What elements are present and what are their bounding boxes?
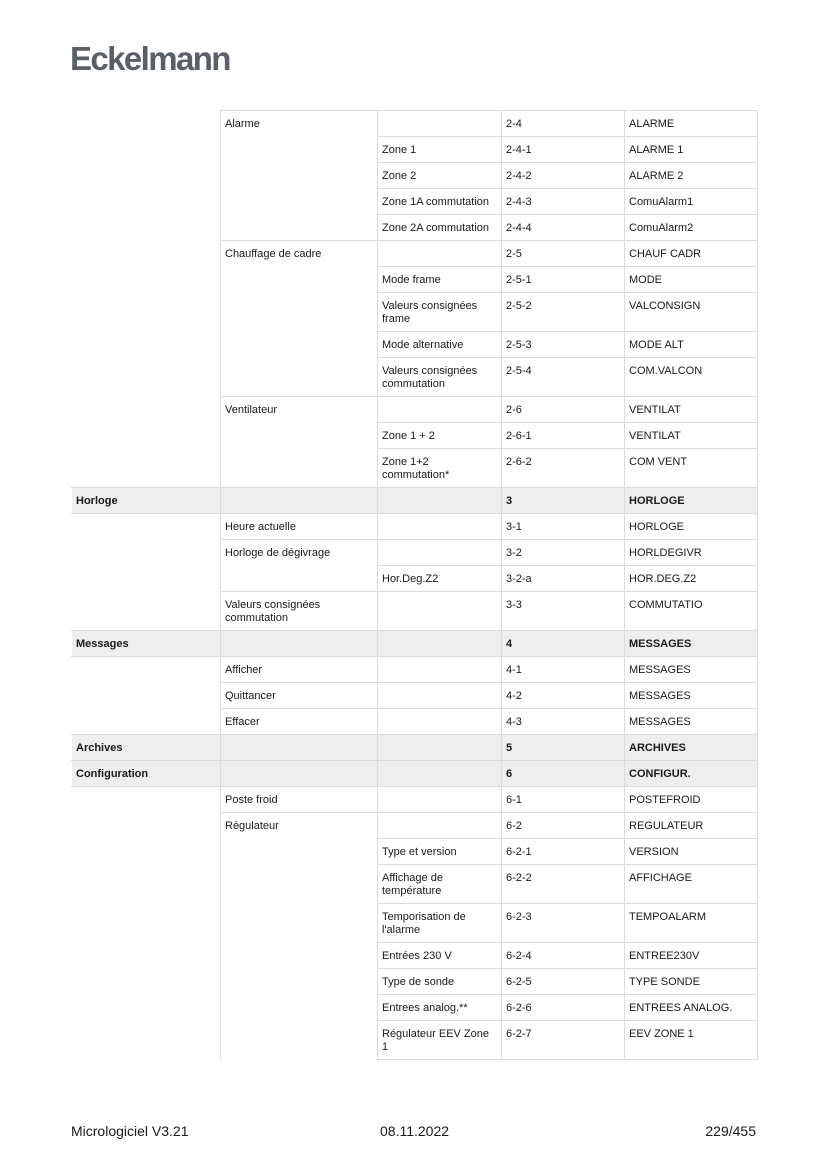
- table-cell: 2-5: [502, 241, 625, 267]
- table-cell: [378, 514, 502, 540]
- table-cell: 2-4-2: [502, 163, 625, 189]
- table-cell: 3-2-a: [502, 566, 625, 592]
- table-cell: [221, 267, 378, 293]
- table-cell: COM.VALCON: [625, 358, 758, 397]
- table-cell: [72, 683, 221, 709]
- table-cell: [221, 969, 378, 995]
- table-cell: [72, 449, 221, 488]
- table-cell: [221, 761, 378, 787]
- table-cell: Régulateur: [221, 813, 378, 839]
- table-cell: 4-3: [502, 709, 625, 735]
- table-cell: Mode alternative: [378, 332, 502, 358]
- table-cell: 4: [502, 631, 625, 657]
- table-cell: ENTREE230V: [625, 943, 758, 969]
- table-cell: [378, 787, 502, 813]
- table-cell: 6-1: [502, 787, 625, 813]
- table-row: [72, 111, 758, 137]
- table-cell: [378, 657, 502, 683]
- table-row: [72, 293, 758, 332]
- table-cell: ARCHIVES: [625, 735, 758, 761]
- table-cell: ComuAlarm2: [625, 215, 758, 241]
- table-row: [72, 995, 758, 1021]
- table-cell: 2-6: [502, 397, 625, 423]
- table-row: [72, 137, 758, 163]
- table-cell: [221, 293, 378, 332]
- section-row-configuration: [72, 761, 758, 787]
- table-cell: MESSAGES: [625, 683, 758, 709]
- table-cell: [221, 137, 378, 163]
- table-cell: 2-5-2: [502, 293, 625, 332]
- table-cell: MESSAGES: [625, 709, 758, 735]
- table-cell: Zone 1 + 2: [378, 423, 502, 449]
- table-cell: [378, 683, 502, 709]
- table-cell: Quittancer: [221, 683, 378, 709]
- table-cell: [72, 241, 221, 267]
- table-row: [72, 787, 758, 813]
- table-cell: Zone 2A commutation: [378, 215, 502, 241]
- table-cell: [378, 709, 502, 735]
- table-cell: EEV ZONE 1: [625, 1021, 758, 1060]
- section-row-archives: [72, 735, 758, 761]
- table-row: [72, 423, 758, 449]
- table-cell: [221, 865, 378, 904]
- table-cell: Affichage de température: [378, 865, 502, 904]
- table-cell: [378, 813, 502, 839]
- table-cell: [72, 293, 221, 332]
- table-cell: MESSAGES: [625, 631, 758, 657]
- table-cell: [378, 488, 502, 514]
- table-cell: Zone 1+2 commutation*: [378, 449, 502, 488]
- table-row: [72, 163, 758, 189]
- table-row: [72, 449, 758, 488]
- table-cell: Valeurs consignées commutation: [378, 358, 502, 397]
- table-row: [72, 189, 758, 215]
- table-cell: TYPE SONDE: [625, 969, 758, 995]
- table-cell: [72, 904, 221, 943]
- table-row: [72, 839, 758, 865]
- table-cell: [221, 449, 378, 488]
- table-row: [72, 215, 758, 241]
- table-cell: Valeurs consignées frame: [378, 293, 502, 332]
- table-cell: [72, 189, 221, 215]
- table-cell: 2-4-1: [502, 137, 625, 163]
- brand-logo: Eckelmann: [70, 40, 230, 77]
- table-cell: Temporisation de l'alarme: [378, 904, 502, 943]
- table-cell: Entrees analog.**: [378, 995, 502, 1021]
- table-cell: COM VENT: [625, 449, 758, 488]
- table-cell: [378, 540, 502, 566]
- footer-date: 08.11.2022: [380, 1123, 450, 1139]
- table-cell: ComuAlarm1: [625, 189, 758, 215]
- table-cell: [72, 592, 221, 631]
- table-cell: 3-1: [502, 514, 625, 540]
- table-cell: Régulateur EEV Zone 1: [378, 1021, 502, 1060]
- table-cell: [72, 267, 221, 293]
- section-title: Messages: [72, 631, 221, 657]
- table-cell: Valeurs consignées commutation: [221, 592, 378, 631]
- table-cell: Hor.Deg.Z2: [378, 566, 502, 592]
- table-cell: [72, 657, 221, 683]
- table-cell: [221, 423, 378, 449]
- table-cell: MODE: [625, 267, 758, 293]
- table-cell: POSTEFROID: [625, 787, 758, 813]
- table-cell: REGULATEUR: [625, 813, 758, 839]
- table-cell: Afficher: [221, 657, 378, 683]
- table-cell: 4-1: [502, 657, 625, 683]
- table-cell: VENTILAT: [625, 397, 758, 423]
- table-cell: [221, 358, 378, 397]
- table-cell: [72, 995, 221, 1021]
- table-cell: 2-4-3: [502, 189, 625, 215]
- menu-structure-table: [71, 110, 758, 1060]
- table-cell: 6-2-1: [502, 839, 625, 865]
- table-row: [72, 813, 758, 839]
- table-cell: Ventilateur: [221, 397, 378, 423]
- table-cell: 6: [502, 761, 625, 787]
- table-row: [72, 332, 758, 358]
- table-cell: Mode frame: [378, 267, 502, 293]
- table-cell: [72, 865, 221, 904]
- table-cell: [72, 111, 221, 137]
- table-cell: [378, 397, 502, 423]
- table-row: [72, 904, 758, 943]
- table-cell: [221, 332, 378, 358]
- table-cell: COMMUTATIO: [625, 592, 758, 631]
- table-row: [72, 267, 758, 293]
- table-cell: Heure actuelle: [221, 514, 378, 540]
- section-title: Configuration: [72, 761, 221, 787]
- table-row: [72, 566, 758, 592]
- table-row: [72, 514, 758, 540]
- table-cell: VENTILAT: [625, 423, 758, 449]
- table-row: [72, 592, 758, 631]
- table-cell: Type et version: [378, 839, 502, 865]
- table-cell: HORLOGE: [625, 488, 758, 514]
- table-cell: 3-2: [502, 540, 625, 566]
- table-row: [72, 657, 758, 683]
- table-cell: [221, 1021, 378, 1060]
- table-cell: [221, 995, 378, 1021]
- table-cell: [72, 397, 221, 423]
- table-row: [72, 241, 758, 267]
- table-row: [72, 709, 758, 735]
- table-cell: [72, 163, 221, 189]
- table-cell: [221, 631, 378, 657]
- table-cell: [221, 839, 378, 865]
- table-cell: HORLDEGIVR: [625, 540, 758, 566]
- table-cell: 3: [502, 488, 625, 514]
- table-cell: [221, 189, 378, 215]
- table-cell: 6-2: [502, 813, 625, 839]
- table-cell: AFFICHAGE: [625, 865, 758, 904]
- table-cell: 2-5-1: [502, 267, 625, 293]
- section-title: Horloge: [72, 488, 221, 514]
- table-cell: [378, 761, 502, 787]
- table-cell: 6-2-4: [502, 943, 625, 969]
- table-cell: 5: [502, 735, 625, 761]
- table-cell: 6-2-6: [502, 995, 625, 1021]
- table-cell: [221, 566, 378, 592]
- table-cell: Zone 2: [378, 163, 502, 189]
- table-cell: 4-2: [502, 683, 625, 709]
- table-cell: [221, 943, 378, 969]
- table-row: [72, 397, 758, 423]
- table-cell: 6-2-5: [502, 969, 625, 995]
- table-cell: MODE ALT: [625, 332, 758, 358]
- table-cell: [72, 813, 221, 839]
- table-cell: 2-6-2: [502, 449, 625, 488]
- table-cell: Chauffage de cadre: [221, 241, 378, 267]
- table-cell: [378, 631, 502, 657]
- table-cell: [221, 904, 378, 943]
- table-row: [72, 683, 758, 709]
- table-cell: ALARME: [625, 111, 758, 137]
- table-cell: [221, 488, 378, 514]
- table-row: [72, 865, 758, 904]
- table-cell: [221, 215, 378, 241]
- table-cell: [72, 709, 221, 735]
- table-cell: CHAUF CADR: [625, 241, 758, 267]
- table-cell: ENTREES ANALOG.: [625, 995, 758, 1021]
- table-cell: Poste froid: [221, 787, 378, 813]
- table-cell: 3-3: [502, 592, 625, 631]
- table-cell: 2-4-4: [502, 215, 625, 241]
- table-cell: 6-2-7: [502, 1021, 625, 1060]
- table-cell: TEMPOALARM: [625, 904, 758, 943]
- table-cell: VERSION: [625, 839, 758, 865]
- table-cell: [72, 839, 221, 865]
- table-cell: [72, 943, 221, 969]
- section-row-horloge: [72, 488, 758, 514]
- table-row: [72, 358, 758, 397]
- table-cell: [378, 735, 502, 761]
- table-cell: Horloge de dégivrage: [221, 540, 378, 566]
- table-cell: [72, 969, 221, 995]
- table-cell: [378, 111, 502, 137]
- table-cell: Type de sonde: [378, 969, 502, 995]
- table-row: [72, 943, 758, 969]
- table-cell: [72, 423, 221, 449]
- table-cell: [72, 787, 221, 813]
- table-cell: 2-5-4: [502, 358, 625, 397]
- table-cell: [378, 241, 502, 267]
- table-cell: [221, 735, 378, 761]
- table-cell: 2-4: [502, 111, 625, 137]
- table-cell: [72, 1021, 221, 1060]
- table-cell: Zone 1A commutation: [378, 189, 502, 215]
- table-cell: [72, 215, 221, 241]
- table-cell: 6-2-2: [502, 865, 625, 904]
- table-cell: MESSAGES: [625, 657, 758, 683]
- table-cell: 2-5-3: [502, 332, 625, 358]
- table-cell: [72, 332, 221, 358]
- table-cell: [72, 137, 221, 163]
- table-cell: [72, 540, 221, 566]
- table-cell: HOR.DEG.Z2: [625, 566, 758, 592]
- table-cell: 2-6-1: [502, 423, 625, 449]
- table-cell: HORLOGE: [625, 514, 758, 540]
- table-cell: Alarme: [221, 111, 378, 137]
- table-cell: [221, 163, 378, 189]
- table-cell: [72, 514, 221, 540]
- footer-firmware-version: Micrologiciel V3.21: [71, 1123, 189, 1139]
- section-title: Archives: [72, 735, 221, 761]
- table-cell: VALCONSIGN: [625, 293, 758, 332]
- table-cell: 6-2-3: [502, 904, 625, 943]
- table-row: [72, 540, 758, 566]
- table-row: [72, 1021, 758, 1060]
- table-cell: Effacer: [221, 709, 378, 735]
- table-cell: [72, 566, 221, 592]
- table-cell: CONFIGUR.: [625, 761, 758, 787]
- footer-page-number: 229/455: [705, 1123, 756, 1139]
- table-cell: ALARME 1: [625, 137, 758, 163]
- section-row-messages: [72, 631, 758, 657]
- table-cell: Entrées 230 V: [378, 943, 502, 969]
- table-row: [72, 969, 758, 995]
- table-cell: Zone 1: [378, 137, 502, 163]
- table-cell: [72, 358, 221, 397]
- table-cell: [378, 592, 502, 631]
- table-cell: ALARME 2: [625, 163, 758, 189]
